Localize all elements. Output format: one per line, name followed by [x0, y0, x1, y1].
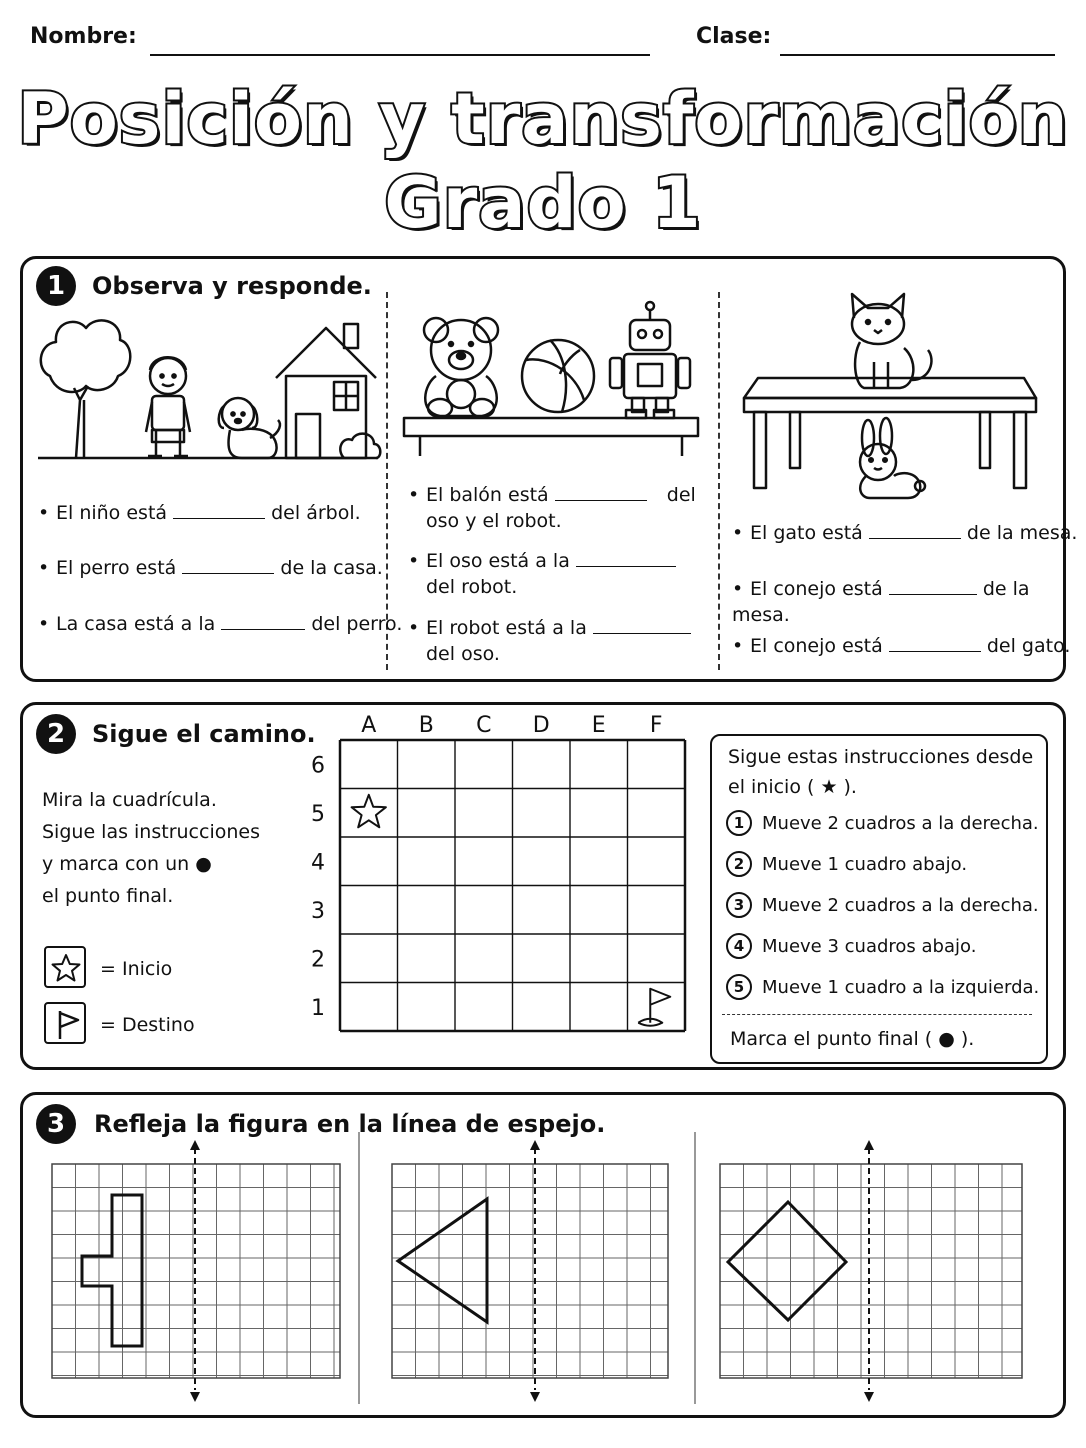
start-star-icon: [352, 795, 386, 828]
row-label: 1: [311, 995, 325, 1021]
name-label: Nombre:: [30, 24, 137, 49]
scene-shelf: [400, 300, 705, 460]
end-legend-box: [44, 1002, 86, 1044]
row-label: 4: [311, 850, 325, 876]
start-legend-label: = Inicio: [100, 958, 173, 980]
section3-number: 3: [36, 1104, 76, 1144]
description-line: Sigue las instrucciones: [42, 821, 260, 843]
dog-icon: [219, 398, 280, 458]
star-icon: [51, 953, 81, 983]
row-label: 3: [311, 898, 325, 924]
row-label: 5: [311, 801, 325, 827]
answer-blank[interactable]: [889, 577, 977, 595]
question-item: • El conejo está de la mesa.: [732, 578, 1030, 626]
intro-line: Sigue estas instrucciones desde: [728, 746, 1034, 768]
column-label: E: [591, 713, 606, 738]
robot-icon: [610, 302, 690, 418]
arrow-up-icon: [190, 1140, 200, 1150]
destination-flag-icon: [638, 989, 670, 1026]
divider: [718, 292, 720, 670]
question-item: • La casa está a la del perro.: [38, 613, 403, 635]
ball-icon: [522, 340, 594, 412]
triangle-figure: [398, 1199, 487, 1322]
arrow-down-icon: [530, 1392, 540, 1402]
answer-blank[interactable]: [576, 549, 676, 567]
question-item: • El robot está a la del oso.: [408, 615, 691, 667]
arrow-down-icon: [190, 1392, 200, 1402]
mirror-grid[interactable]: [52, 1140, 342, 1402]
instruction-item: 4 Mueve 3 cuadros abajo.: [726, 933, 976, 959]
section2-number: 2: [36, 714, 76, 754]
answer-blank[interactable]: [173, 501, 265, 519]
question-item: • El oso está a la del robot.: [408, 548, 676, 600]
arrow-up-icon: [864, 1140, 874, 1150]
class-label: Clase:: [696, 24, 772, 49]
page-title: Posición y transformación: [17, 78, 1069, 160]
grid-border: [720, 1164, 1022, 1378]
description-line: Mira la cuadrícula.: [42, 789, 217, 811]
scene-table: [740, 290, 1040, 500]
class-field[interactable]: [780, 54, 1055, 56]
table-icon: [744, 378, 1036, 488]
scene-tree-boy-dog-house: [30, 310, 380, 480]
end-legend-label: = Destino: [100, 1014, 195, 1036]
answer-blank[interactable]: [182, 556, 274, 574]
row-label: 2: [311, 947, 325, 973]
cat-icon: [852, 294, 931, 388]
diamond-figure: [728, 1202, 846, 1320]
section1-title: Observa y responde.: [92, 272, 372, 300]
description-line: el punto final.: [42, 885, 174, 907]
answer-blank[interactable]: [221, 612, 305, 630]
question-item: • El conejo está del gato.: [732, 635, 1071, 657]
section3-title: Refleja la figura en la línea de espejo.: [94, 1110, 606, 1138]
answer-blank[interactable]: [889, 634, 981, 652]
column-label: A: [361, 713, 377, 738]
section1-number: 1: [36, 266, 76, 306]
section2-title: Sigue el camino.: [92, 720, 316, 748]
coordinate-grid-svg: [300, 706, 720, 1046]
column-label: D: [532, 713, 550, 738]
house-icon: [276, 324, 380, 458]
instruction-item: 3 Mueve 2 cuadros a la derecha.: [726, 892, 1039, 918]
page-subtitle: Grado 1: [384, 162, 702, 244]
instructions-intro: [728, 742, 1033, 802]
column-label: B: [418, 713, 434, 738]
instruction-item: 5 Mueve 1 cuadro a la izquierda.: [726, 974, 1039, 1000]
question-item: • El balón está del oso y el robot.: [408, 484, 696, 532]
rabbit-icon: [860, 418, 925, 498]
arrow-up-icon: [530, 1140, 540, 1150]
description-line: y marca con un ●: [42, 853, 212, 875]
mirror-grid[interactable]: [392, 1140, 670, 1402]
boy-icon: [146, 357, 190, 456]
mirror-grid[interactable]: [720, 1140, 1024, 1402]
instruction-item: 1 Mueve 2 cuadros a la derecha.: [726, 810, 1039, 836]
flag-icon: [54, 1009, 82, 1041]
name-field[interactable]: [150, 54, 650, 56]
arrow-down-icon: [864, 1392, 874, 1402]
divider: [694, 1132, 696, 1404]
answer-blank[interactable]: [555, 483, 647, 501]
tree-icon: [41, 320, 130, 458]
row-label: 6: [311, 753, 325, 779]
intro-line: el inicio ( ★ ).: [728, 776, 857, 798]
answer-blank[interactable]: [869, 521, 961, 539]
question-item: • El niño está del árbol.: [38, 502, 361, 524]
column-label: C: [476, 713, 492, 738]
start-legend-box: [44, 946, 86, 988]
divider: [722, 1014, 1032, 1015]
final-note: Marca el punto final ( ● ).: [730, 1028, 975, 1050]
question-item: • El gato está de la mesa.: [732, 522, 1078, 544]
divider: [358, 1132, 360, 1404]
t-shape-figure: [82, 1195, 142, 1346]
question-item: • El perro está de la casa.: [38, 557, 383, 579]
teddy-bear-icon: [424, 318, 498, 417]
answer-blank[interactable]: [593, 616, 691, 634]
instruction-item: 2 Mueve 1 cuadro abajo.: [726, 851, 967, 877]
column-label: F: [649, 713, 663, 738]
